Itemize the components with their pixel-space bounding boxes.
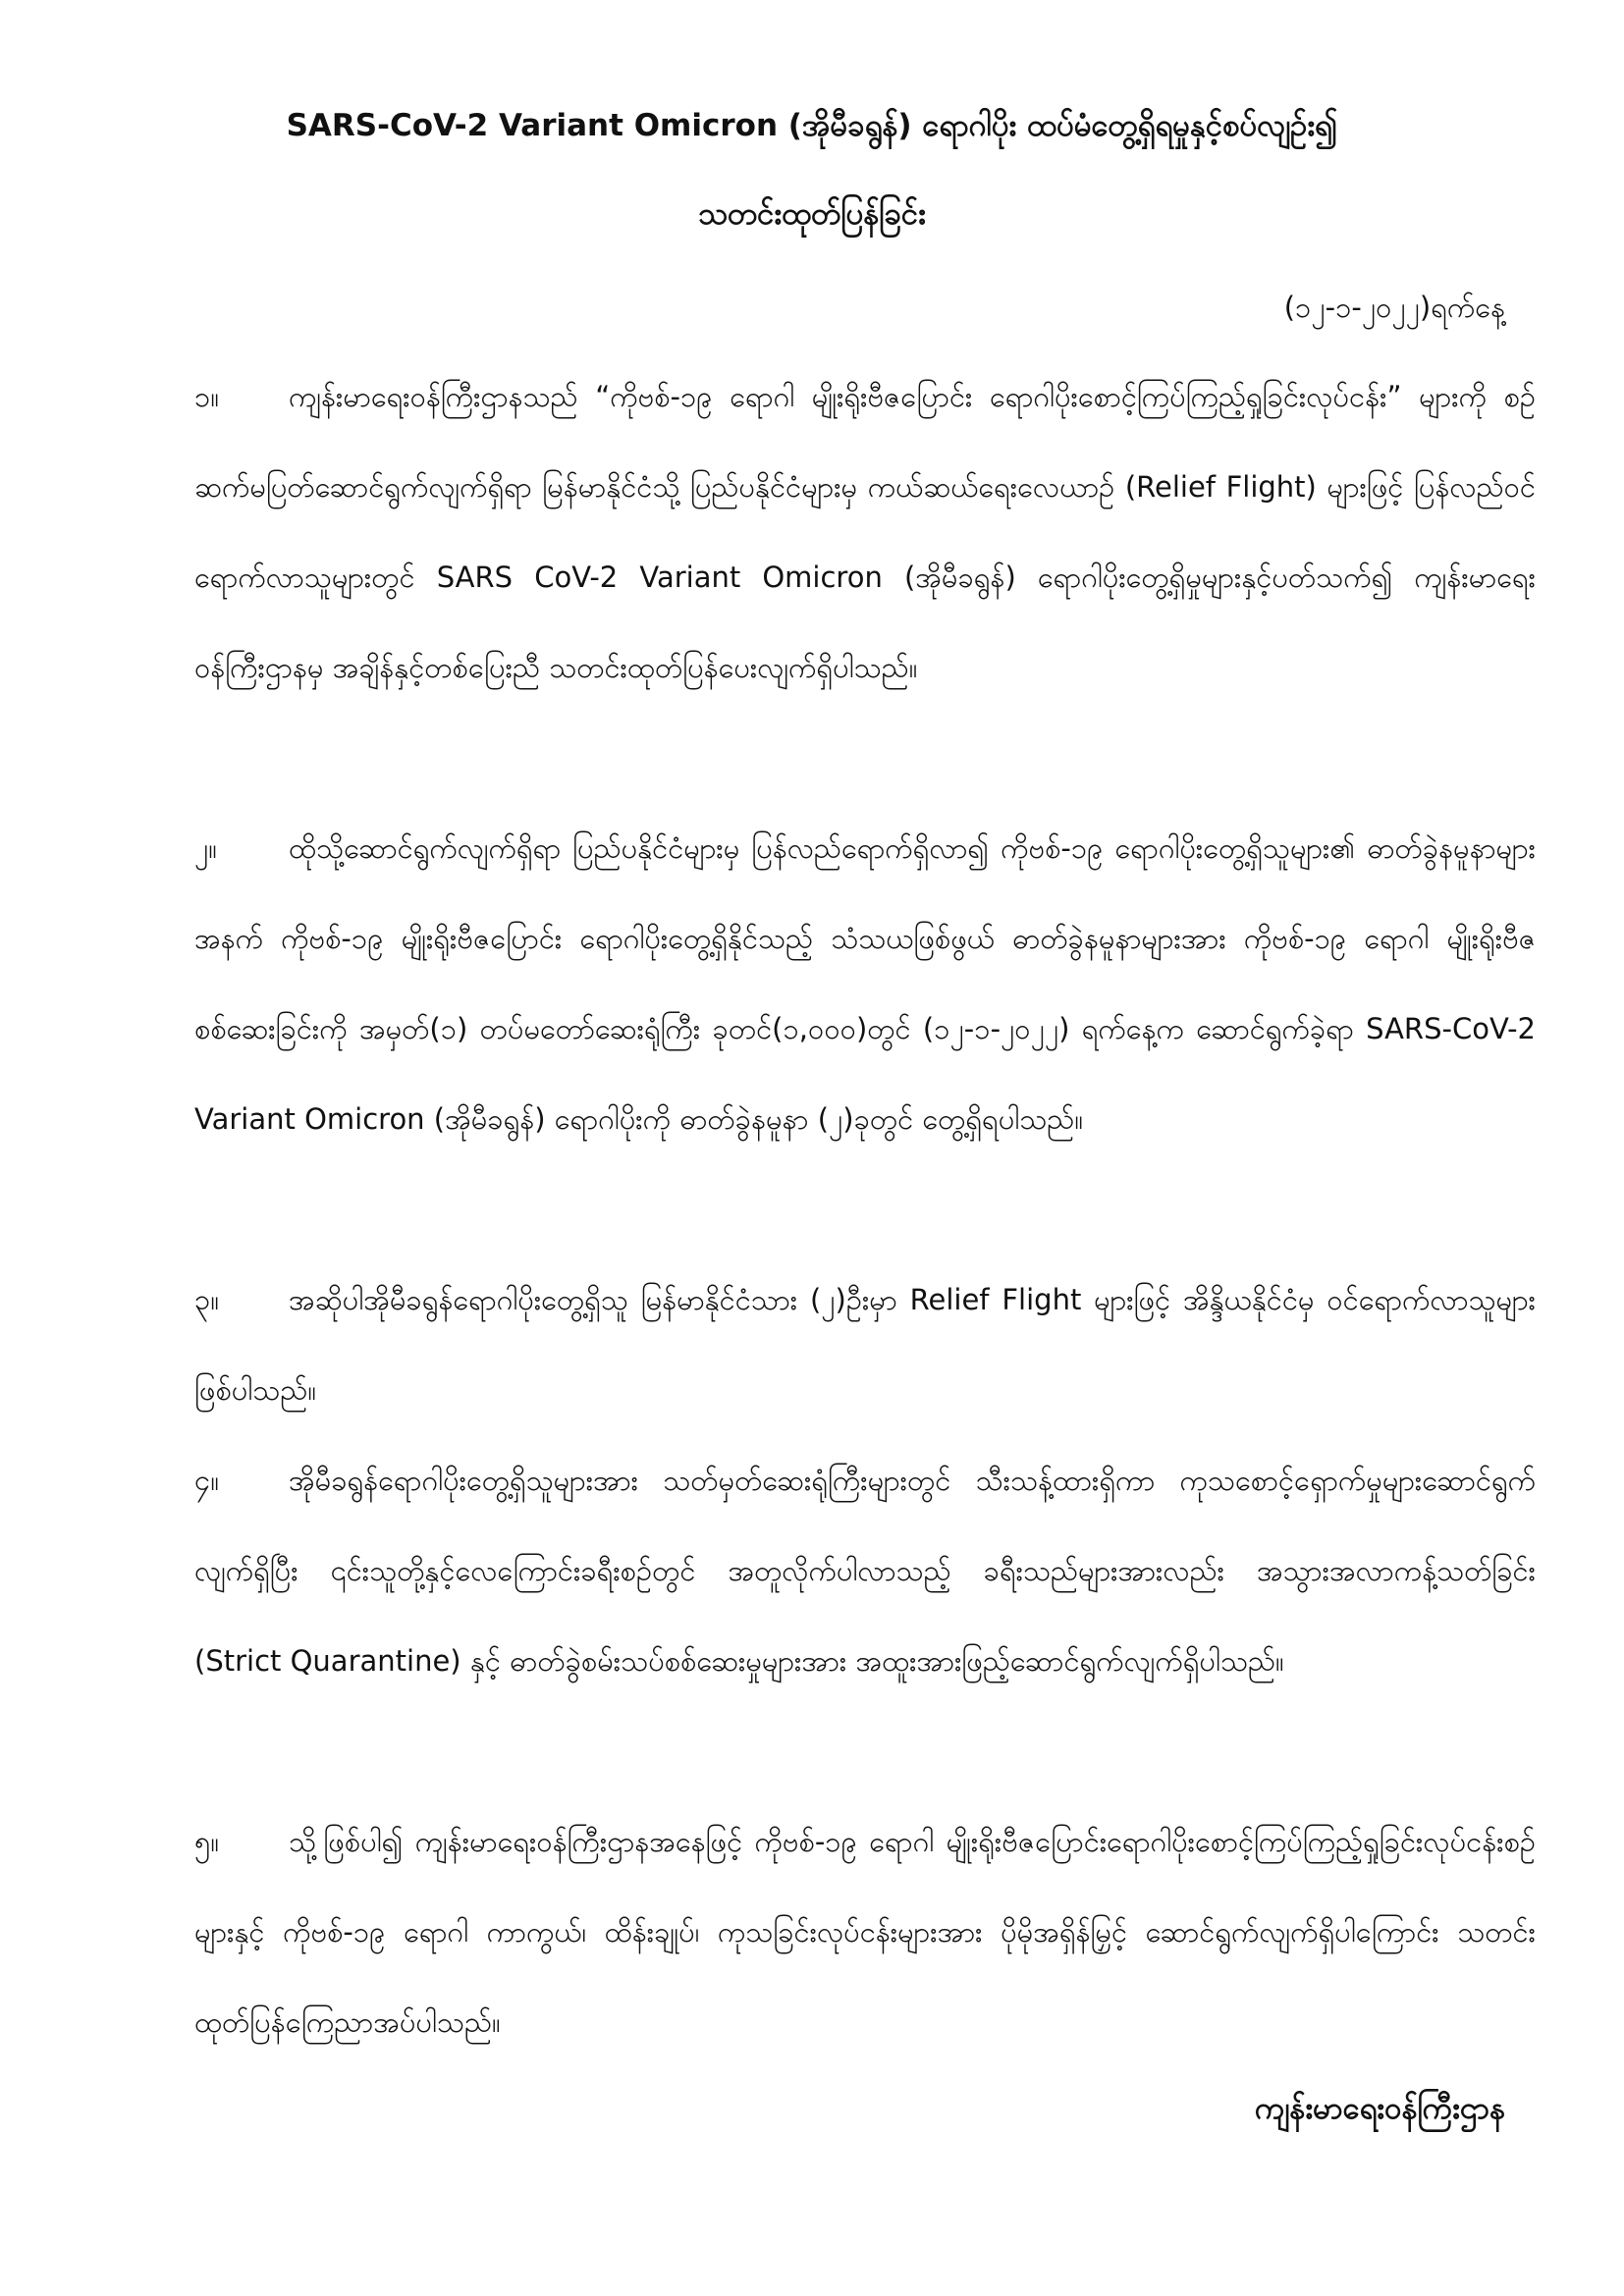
paragraph-text: သို့ဖြစ်ပါ၍ ကျန်းမာရေးဝန်ကြီးဌာနအနေဖြင့် ကိုဗစ်-၁၉ ရောဂါ မျိုးရိုးဗီဇပြောင်းရောဂါပိုးစောင့်ကြပ်ကြည့်ရှုခြင်းလုပ်ငန်းစဉ်များနှင့် ကိုဗစ်-၁၉ ရောဂါ ကာကွယ်၊ ထိန်းချုပ်၊ ကုသခြင်းလုပ်ငန်းများအား ပိုမိုအရှိန်မြှင့် ဆောင်ရွက်လျက်ရှိပါကြောင်း သတင်းထုတ်ပြန်ကြေညာအပ်ပါသည်။ bbox=[194, 1825, 1536, 2039]
document-title-line-1: SARS-CoV-2 Variant Omicron (အိုမီခရွန်) ရောဂါပိုး ထပ်မံတွေ့ရှိရမှုနှင့်စပ်လျဉ်း၍ bbox=[286, 108, 1338, 143]
paragraph-number: ၅။ bbox=[194, 1825, 220, 1858]
paragraph-1 bbox=[194, 351, 1536, 713]
paragraph-text: ထိုသို့ဆောင်ရွက်လျက်ရှိရာ ပြည်ပနိုင်ငံများမှ ပြန်လည်ရောက်ရှိလာ၍ ကိုဗစ်-၁၉ ရောဂါပိုးတွေ့ရှိသူများ၏ ဓာတ်ခွဲနမူနာများအနက် ကိုဗစ်-၁၉ မျိုးရိုးဗီဇပြောင်း ရောဂါပိုးတွေ့ရှိနိုင်သည့် သံသယဖြစ်ဖွယ် ဓာတ်ခွဲနမူနာများအား ကိုဗစ်-၁၉ ရောဂါ မျိုးရိုးဗီဇ စစ်ဆေးခြင်းကို အမှတ်(၁) တပ်မတော်ဆေးရုံကြီး ခုတင်(၁,၀၀၀)တွင် (၁၂-၁-၂၀၂၂) ရက်နေ့က ဆောင်ရွက်ခဲ့ရာ SARS-CoV-2 Variant Omicron (အိုမီခရွန်) ရောဂါပိုးကို ဓာတ်ခွဲနမူနာ (၂)ခုတွင် တွေ့ရှိရပါသည်။ bbox=[194, 831, 1536, 1136]
document-title-line-2: သတင်းထုတ်ပြန်ခြင်း bbox=[697, 196, 926, 232]
paragraph-text: အဆိုပါအိုမီခရွန်ရောဂါပိုးတွေ့ရှိသူ မြန်မာနိုင်ငံသား (၂)ဦးမှာ Relief Flight များဖြင့် အိန္ဒိယနိုင်ငံမှ ဝင်ရောက်လာသူများဖြစ်ပါသည်။ bbox=[194, 1283, 1536, 1407]
paragraph-2 bbox=[194, 803, 1536, 1164]
paragraph-5 bbox=[194, 1796, 1536, 2067]
paragraph-4 bbox=[194, 1435, 1536, 1706]
paragraph-number: ၃။ bbox=[194, 1283, 220, 1316]
paragraph-number: ၄။ bbox=[194, 1464, 220, 1497]
paragraph-text: ကျန်းမာရေးဝန်ကြီးဌာနသည် “ကိုဗစ်-၁၉ ရောဂါ မျိုးရိုးဗီဇပြောင်း ရောဂါပိုးစောင့်ကြပ်ကြည့်ရှုခြင်းလုပ်ငန်း” များကို စဉ်ဆက်မပြတ်ဆောင်ရွက်လျက်ရှိရာ မြန်မာနိုင်ငံသို့ ပြည်ပနိုင်ငံများမှ ကယ်ဆယ်ရေးလေယာဉ် (Relief Flight) များဖြင့် ပြန်လည်ဝင်ရောက်လာသူများတွင် SARS CoV-2 Variant Omicron (အိုမီခရွန်) ရောဂါပိုးတွေ့ရှိမှုများနှင့်ပတ်သက်၍ ကျန်းမာရေးဝန်ကြီးဌာနမှ အချိန်နှင့်တစ်ပြေးညီ သတင်းထုတ်ပြန်ပေးလျက်ရှိပါသည်။ bbox=[194, 380, 1536, 684]
paragraph-number: ၂။ bbox=[194, 831, 218, 865]
paragraph-3 bbox=[194, 1255, 1536, 1435]
release-date: (၁၂-၁-၂၀၂၂)ရက်နေ့ bbox=[1283, 291, 1505, 324]
paragraph-text: အိုမီခရွန်ရောဂါပိုးတွေ့ရှိသူများအား သတ်မှတ်ဆေးရုံကြီးများတွင် သီးသန့်ထားရှိကာ ကုသစောင့်ရှောက်မှုများဆောင်ရွက်လျက်ရှိပြီး ၎င်းသူတို့နှင့်လေကြောင်းခရီးစဉ်တွင် အတူလိုက်ပါလာသည့် ခရီးသည်များအားလည်း အသွားအလာကန့်သတ်ခြင်း (Strict Quarantine) နှင့် ဓာတ်ခွဲစမ်းသပ်စစ်ဆေးမှုများအား အထူးအားဖြည့်ဆောင်ရွက်လျက်ရှိပါသည်။ bbox=[194, 1464, 1536, 1678]
issuing-ministry-signature: ကျန်းမာရေးဝန်ကြီးဌာန bbox=[1255, 2091, 1505, 2126]
paragraph-number: ၁။ bbox=[194, 380, 220, 413]
